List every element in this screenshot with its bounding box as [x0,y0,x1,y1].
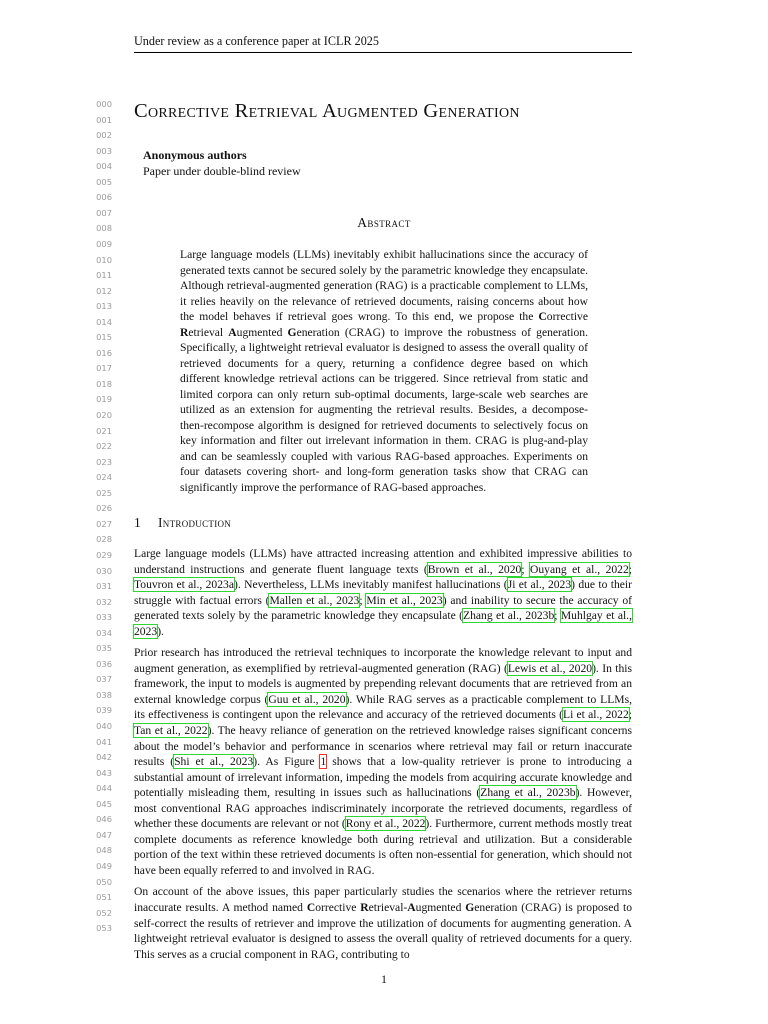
line-number: 044 [96,783,112,794]
line-number: 052 [96,907,112,918]
line-number: 013 [96,301,112,312]
line-number: 051 [96,892,112,903]
line-number: 008 [96,223,112,234]
line-number: 020 [96,410,112,420]
line-number: 028 [96,534,112,545]
line-number: 037 [96,674,112,685]
line-number: 040 [96,721,112,731]
author-name: Anonymous authors [143,148,247,162]
line-number: 012 [96,285,112,296]
line-number: 017 [96,363,112,374]
line-number: 018 [96,378,112,389]
line-number: 007 [96,207,112,218]
line-number: 025 [96,487,112,498]
line-number: 021 [96,425,112,436]
line-number: 039 [96,705,112,716]
figure-ref-link[interactable]: 1 [320,755,327,769]
line-number: 050 [96,876,112,887]
introduction-body [134,546,632,968]
section-number: 1 [134,515,142,530]
line-number: 023 [96,456,112,467]
line-number: 027 [96,518,112,529]
citation-link[interactable]: Lewis et al., 2020 [507,661,593,675]
citation-link[interactable]: Tan et al., 2022 [134,724,208,738]
line-number: 045 [96,798,112,809]
citation-link[interactable]: Min et al., 2023 [366,593,443,607]
line-number: 053 [96,923,112,934]
line-number: 029 [96,549,112,560]
citation-link[interactable]: Zhang et al., 2023b [463,609,555,623]
line-number: 049 [96,860,112,871]
line-number: 024 [96,472,112,483]
line-number: 001 [96,114,112,125]
citation-link[interactable]: Muhlgay et al., 2023 [134,609,632,638]
line-number: 047 [96,829,112,840]
line-number: 010 [96,254,112,265]
line-number: 002 [96,130,112,141]
paragraph-3: On account of the above issues, this paper particularly studies the scenarios where the retriever returns inaccurate results. A method named Corrective Retrieval-Augmented Generation (CRAG) is proposed to self-correct the results of retriever and improve the utilization of documents for augmenting generation. A lightweight retrieval evaluator is designed to assess the overall quality of retrieved documents for a query. This serves as a crucial component in RAG, contributing to [134,885,633,961]
running-header: Under review as a conference paper at ICLR 2025 [134,34,632,53]
abstract-text: Large language models (LLMs) inevitably exhibit hallucinations since the accuracy of generated texts cannot be secured solely by the parametric knowledge they encapsulate. Although retrieval-augmented generation (RAG) is a practicable complement to LLMs, it relies heavily on the relevance of retrieved documents, raising concerns about how the model behaves if retrieval goes wrong. To this end, we propose the Corrective Retrieval Augmented Generation (CRAG) to improve the robustness of generation. Specifically, a lightweight retrieval evaluator is designed to assess the overall quality of retrieved documents for a query, returning a confidence degree based on which different knowledge retrieval actions can be triggered. Since retrieval from static and limited corpora can only return sub-optimal documents, large-scale web searches are utilized as an extension for augmenting the retrieval results. Besides, a decompose-then-recompose algorithm is designed for retrieved documents to selectively focus on key information and filter out irrelevant information in them. CRAG is plug-and-play and can be seamlessly coupled with various RAG-based approaches. Experiments on four datasets covering short- and long-form generation tasks show that CRAG can significantly improve the performance of RAG-based approaches. [180,248,588,494]
line-number: 048 [96,845,112,856]
citation-link[interactable]: Brown et al., 2020 [427,562,522,576]
line-number: 015 [96,332,112,343]
line-number: 016 [96,347,112,358]
line-number: 036 [96,658,112,669]
citation-link[interactable]: Guu et al., 2020 [268,692,346,706]
line-number: 022 [96,441,112,452]
line-number: 019 [96,394,112,405]
citation-link[interactable]: Ji et al., 2023 [507,578,572,592]
line-number: 041 [96,736,112,747]
citation-link[interactable]: Zhang et al., 2023b [480,786,576,800]
line-number: 042 [96,752,112,763]
review-note: Paper under double-blind review [143,163,301,178]
line-number: 026 [96,503,112,514]
line-number: 034 [96,627,112,638]
citation-link[interactable]: Shi et al., 2023 [174,755,254,769]
line-number: 046 [96,814,112,825]
line-number: 000 [96,99,112,109]
line-number: 005 [96,176,112,187]
line-number: 004 [96,161,112,172]
line-number: 032 [96,596,112,607]
paper-title: Corrective Retrieval Augmented Generation [134,100,520,122]
line-number: 006 [96,192,112,203]
citation-link[interactable]: Rony et al., 2022 [345,817,426,831]
section-heading [134,515,231,531]
author-block [143,148,301,179]
line-number: 009 [96,238,112,249]
paragraph-1: Large language models (LLMs) have attracted increasing attention and exhibited impressive abilities to understand instructions and generate fluent language texts (Brown et al., 2020; Ouyang et al., 2022; Touvron et al., 2023a). Nevertheless, LLMs inevitably manifest hallucinations (Ji et al., 2023) due to their struggle with factual errors (Mallen et al., 2023; Min et al., 2023) and inability to secure the accuracy of generated texts solely by the parametric knowledge they encapsulate (Zhang et al., 2023b; Muhlgay et al., 2023). [134,547,632,638]
line-number: 043 [96,767,112,778]
line-number: 011 [96,270,112,281]
section-title: Introduction [158,515,232,530]
line-number: 031 [96,581,112,592]
citation-link[interactable]: Touvron et al., 2023a [134,578,234,592]
citation-link[interactable]: Ouyang et al., 2022 [530,562,629,576]
line-number: 038 [96,689,112,700]
line-number: 003 [96,145,112,156]
page-number: 1 [381,972,387,986]
line-number: 030 [96,565,112,576]
abstract-heading: Abstract [357,215,411,230]
citation-link[interactable]: Li et al., 2022 [562,708,629,722]
citation-link[interactable]: Mallen et al., 2023 [269,593,360,607]
line-number: 014 [96,316,112,327]
line-number: 033 [96,612,112,623]
line-number: 035 [96,643,112,654]
paragraph-2: Prior research has introduced the retrieval techniques to incorporate the knowledge relevant to input and augment generation, as exemplified by retrieval-augmented generation (RAG) (Lewis et al., 2020). In this framework, the input to models is augmented by prepending relevant documents that are retrieved from an external knowledge corpus (Guu et al., 2020). While RAG serves as a practicable complement to LLMs, its effectiveness is contingent upon the relevance and accuracy of the retrieved documents (Li et al., 2022; Tan et al., 2022). The heavy reliance of generation on the retrieved knowledge raises significant concerns about the model’s behavior and performance in scenarios where retrieval may fail or return inaccurate results (Shi et al., 2023). As Figure 1 shows that a low-quality retriever is prone to introducing a substantial amount of irrelevant information, impeding the models from acquiring accurate knowledge and potentially misleading them, resulting in issues such as hallucinations (Zhang et al., 2023b). However, most conventional RAG approaches indiscriminately incorporate the retrieved documents, regardless of whether these documents are relevant or not (Rony et al., 2022). Furthermore, current methods mostly treat complete documents as reference knowledge both during retrieval and utilization. But a considerable portion of the text within these retrieved documents is often non-essential for generation, which should not have been equally referred to and involved in RAG. [134,646,633,877]
